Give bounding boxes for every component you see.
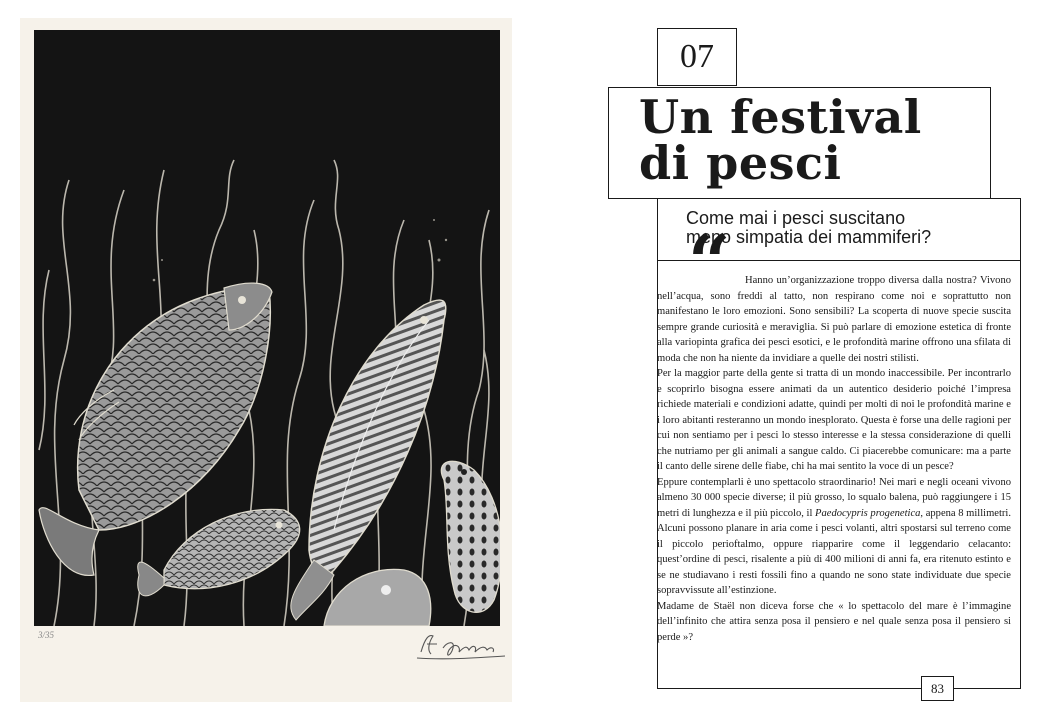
body-paragraph-3-part-a: Eppure contemplarli è uno spettacolo straordinario! Nei mari e negli oceani vivono almeno 30 000 specie diverse; il più grosso, lo squalo balena, può raggiungere i 15 metri di lunghezza e il più piccolo, il (657, 476, 1011, 519)
fish-etching-illustration (34, 30, 500, 626)
body-paragraph-1: Hanno un’organizzazione troppo diversa dalla nostra? Vivono nell’acqua, sono freddi al tatto, non respirano come noi e soprattutto non manifestano le loro emozioni. Sono sensibili? La scoperta di nuove specie suscita sempre grande curiosità e meraviglia. Si può parlare di emozione estetica di fronte alla variopinta grafica dei pesci esotici, e le profondità marine offrono una sfilata di moda che non ha niente da invidiare a quelle dei nostri stilisti. (657, 275, 1011, 364)
fish-head-bottom (324, 569, 431, 626)
page-number: 83 (931, 680, 944, 696)
small-fish-bottom-left (138, 509, 300, 596)
bubbles (153, 219, 448, 281)
title-box (608, 87, 991, 199)
body-paragraph-3 (657, 475, 1011, 599)
title-line-2: di pesci (639, 136, 842, 190)
spotted-fish-right (441, 461, 500, 612)
edition-mark: 3/35 (38, 630, 55, 640)
question-line-2: meno simpatia dei mammiferi? (686, 227, 932, 247)
body-paragraph-2: Per la maggior parte della gente si tratta di un mondo inaccessibile. Per incontrarlo e scoprirlo bisogna essere animati da un autentico desiderio poiché l’impresa richiede materiali e condizioni adatte, quindi per molti di noi le profondità marine e i loro abitanti resteranno un mondo inesplorato. Questa è forse una delle ragioni per cui non sentiamo per i pesci lo stesso interesse e la stessa considerazione di quelli che nutriamo per gli animali a sangue caldo. Ci piacerebbe comunicare: ma a parte il canto delle sirene delle fiabe, chi ha mai sentito la voce di un pesce? (657, 368, 1011, 472)
chapter-number: 07 (680, 38, 714, 75)
page-number-box (921, 676, 954, 701)
left-page-artwork (20, 18, 512, 702)
fish-etching-drawing (34, 30, 500, 626)
artist-signature (415, 628, 507, 664)
title-line-1: Un festival (639, 90, 922, 144)
species-name: Paedocypris progenetica (815, 507, 921, 519)
body-text (657, 273, 1011, 645)
question-line-1: Come mai i pesci suscitano (686, 208, 906, 228)
page-title (639, 90, 922, 190)
body-paragraph-4: Madame de Staël non diceva forse che « lo spettacolo del mare è l’immagine dell’infinito che attira senza posa il pensiero e nel quale senza posa il pensiero si perde »? (657, 600, 1011, 643)
chapter-number-box (657, 28, 737, 86)
open-quote-icon: “ (688, 220, 727, 306)
body-paragraph-3-part-b: , appena 8 millimetri. Alcuni possono planare in aria come i pesci volanti, altri spostarsi sul terreno come il piccolo perioftalmo, oppure riapparire come il leggendario celacanto: quest’ordine di pesci, risalente a più di 400 milioni di anni fa, era ritenuto estinto e se ne studiavano i resti fossili fino a quando ne sono state individuate due specie sopravvissute all’estinzione. (657, 507, 1011, 596)
